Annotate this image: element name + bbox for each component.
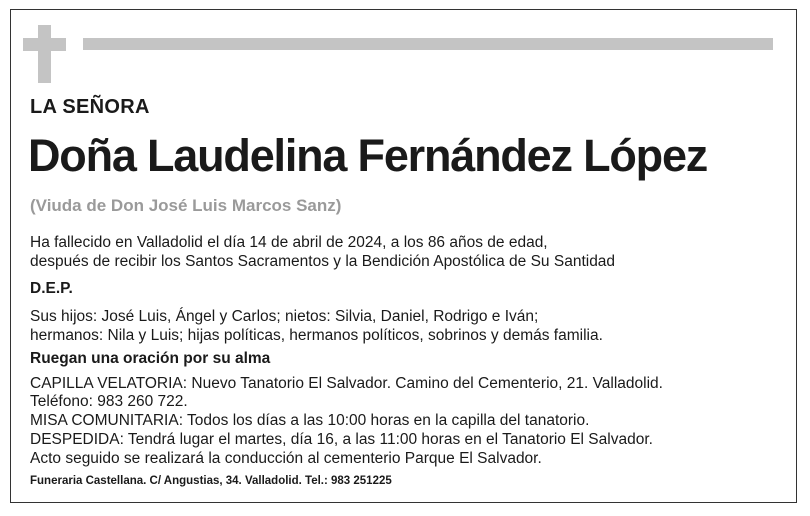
cross-icon-bar — [23, 38, 66, 51]
widow-note: (Viuda de Don José Luis Marcos Sanz) — [30, 196, 342, 215]
dep-text: D.E.P. — [30, 280, 73, 297]
prayer-text: Ruegan una oración por su alma — [30, 350, 271, 367]
title-label: LA SEÑORA — [30, 96, 150, 118]
info-line: Teléfono: 983 260 722. — [30, 393, 188, 410]
info-line: MISA COMUNITARIA: Todos los días a las 10:00 horas en la capilla del tanatorio. — [30, 412, 590, 429]
info-line: Acto seguido se realizará la conducción al cementerio Parque El Salvador. — [30, 450, 542, 467]
funeral-home-footer: Funeraria Castellana. C/ Angustias, 34. Valladolid. Tel.: 983 251225 — [30, 475, 392, 487]
info-line: DESPEDIDA: Tendrá lugar el martes, día 16, a las 11:00 horas en el Tanatorio El Salvador. — [30, 431, 653, 448]
death-line: Ha fallecido en Valladolid el día 14 de abril de 2024, a los 86 años de edad, — [30, 234, 548, 251]
info-line: CAPILLA VELATORIA: Nuevo Tanatorio El Salvador. Camino del Cementerio, 21. Valladolid. — [30, 375, 663, 392]
family-line: Sus hijos: José Luis, Ángel y Carlos; nietos: Silvia, Daniel, Rodrigo e Iván; — [30, 308, 539, 325]
family-line: hermanos: Nila y Luis; hijas políticas, hermanos políticos, sobrinos y demás familia. — [30, 327, 603, 344]
header-rule — [83, 38, 773, 50]
death-line: después de recibir los Santos Sacramentos y la Bendición Apostólica de Su Santidad — [30, 253, 616, 270]
cross-icon — [38, 25, 51, 83]
deceased-name: Doña Laudelina Fernández López — [28, 130, 708, 181]
